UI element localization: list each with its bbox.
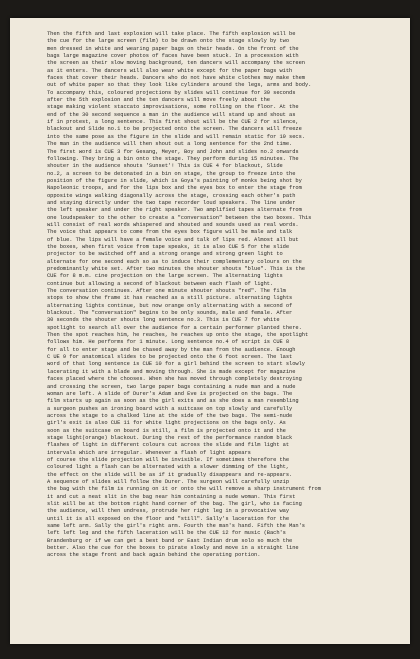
text-line: CUE for 8 m.m. cine projection on the large screen. The alternating lights	[47, 273, 283, 280]
text-line: a surgeon pushes an ironing board with a suitcase on top slowly and carefully	[47, 405, 293, 412]
text-line: coloured light a flash can be alternated with a slower dimming of the light,	[47, 464, 290, 471]
text-line: as it enters. The dancers will also wear white except for the paper bags with	[47, 67, 293, 74]
text-line: following. They bring a bin onto the stage. They perform during 15 minutes. The	[47, 155, 299, 162]
text-line: The man in the audience will then shout out a long sentence for the 2nd time.	[47, 141, 293, 148]
text-line: soon as the suitcase on board is still, a film is projected onto it and the	[47, 427, 286, 434]
text-line: for all to enter stage and be chased away by the man from the audience. Enough	[47, 346, 296, 353]
text-line: To accompany this, coloured projections by slides will continue for 30 seconds	[47, 89, 296, 96]
text-line: stage light(orange) blackout. During the rest of the performance random black	[47, 434, 293, 441]
text-line: across the stage to a chalked line at the side of the two bags. The semi-nude	[47, 412, 293, 419]
text-line: projector to be switched off and a strong orange and strong green light to	[47, 251, 283, 258]
text-line: continue but allowing a second of blackout between each flash of light.	[47, 280, 274, 287]
text-line: out of white paper so that they look like cylinders around the legs, arms and body.	[47, 82, 312, 89]
text-line: the bag with the film is running on it or onto the will remove a sharp instrument from	[47, 486, 321, 493]
text-line: Then the fifth and last explosion will take place. The fifth explosion will be	[47, 31, 296, 37]
text-line: after the 5th explosion and the ten dancers will move freely about the	[47, 97, 270, 104]
text-line: shouter in the audience shouts 'Sunset'! This is CUE 4 for blackout, Slide	[47, 163, 283, 170]
text-line: the effect on the slide will be as if it gradually disappears and re-appears.	[47, 471, 293, 478]
text-line: Brandenburg or if we can get a best band or East Indian drum solo so much the	[47, 537, 293, 544]
typescript-page	[10, 18, 410, 644]
text-line: intervals which are irregular. Whenever a flash of light appears	[47, 449, 251, 456]
text-line: stage making violent staccato improvisations, some rolling on the floor. At the	[47, 104, 299, 111]
text-line: the cue for the large screen (film) to be drawn onto the stage slowly by two	[47, 38, 290, 45]
text-line: end of the 30 second sequence a man in the audience will stand up and shout as	[47, 111, 296, 118]
text-line: the audience, will then undress, protrude her right leg in a provocative way	[47, 508, 290, 515]
text-line: The conversation continues. After one minute shouter shouts "red". The film	[47, 288, 286, 295]
text-line: of blue. The lips will have a female voice and talk of lips red. Almost all but	[47, 236, 299, 243]
text-line: spotlight to search all over the audience for a certain performer planted there.	[47, 324, 302, 331]
text-line: and staying directly under the two tape recorder loud speakers. The line under	[47, 199, 296, 206]
text-line: C UE 9 for anatomical slides to be projected onto the 6 foot screen. The last	[47, 354, 293, 361]
text-line: one loudspeaker to the other to create a "conversation" between the two boxes. This	[47, 214, 312, 221]
text-line: predominantly white set. After two minutes the shouter shouts "blue". This is the	[47, 266, 305, 272]
text-line: it and cut a neat slit in the bag near him containing a nude woman. This first	[47, 493, 296, 500]
text-line: faces placed where the chooses. When she has moved through completely destroying	[47, 376, 302, 383]
text-line: of course the slide projection will be invisible. If sometimes therefore the	[47, 456, 290, 463]
text-line: into the same pose as the figure in the slide and will remain static for 10 secs.	[47, 133, 305, 140]
text-line: across the stage front and back again behind the operating portion.	[47, 552, 261, 559]
text-line: lacerating it with a blade and moving through. She is made except for magazine	[47, 368, 296, 375]
text-line: The first word is CUE 3 for Gesang, Meyer, Boy and John and slides no.2 onwards	[47, 148, 299, 155]
text-line: if in protest, a long sentence. This first shout will be the CUE 2 for silence,	[47, 119, 299, 126]
text-line: left left leg and the fifth laceration will be the CUE 12 for music (Bach's	[47, 530, 286, 537]
text-line: word of that long sentence is CUE 10 for a girl behind the screen to start slowly	[47, 361, 305, 368]
text-line: A sequence of slides will follow the Durer. The surgeon will carefully unzip	[47, 478, 290, 485]
text-line: flashes of light in different colours cut across the slide and film light at	[47, 442, 290, 449]
text-line: the screen as their slow moving background, ten dancers will accompany the screen	[47, 60, 305, 67]
text-line: and crossing the screen, two large paper bags containing a nude man and a nude	[47, 383, 296, 390]
text-line: 30 seconds the shouter shouts long sentence no.3. This is CUE 7 for white	[47, 317, 280, 324]
text-line: bags large magazine cover photos of faces have been stuck. In a procession with	[47, 53, 299, 60]
text-line: Then the spot reaches him, he reaches, he reaches up onto the stage, the spotlight	[47, 332, 309, 339]
text-line: blackout and Slide no.1 to be projected onto the screen. The dancers will freeze	[47, 126, 302, 133]
text-line: no.2, a screen to be detonated in a bin on stage, the group to freeze into the	[47, 170, 296, 177]
typewritten-text	[47, 31, 385, 631]
text-line: woman are left. A slide of Durer's Adam and Eve is projected on the bags. The	[47, 390, 293, 397]
text-line: film starts up again as soon as the girl exits and as she does a man resembling	[47, 398, 299, 405]
text-line: same left arm. Sally the girl's right arm. Fourth the man's hand. Fifth the Man's	[47, 523, 305, 530]
text-line: men dressed in white and wearing paper bags on their heads. On the front of the	[47, 45, 299, 52]
text-line: girl's exit is also CUE 11 for white light projections on the bags only. As	[47, 420, 286, 427]
text-line: will consist of real words whispered and shouted and sounds used as real words.	[47, 221, 299, 228]
text-line: alternate for one second each so as to induce their complementary colours on the	[47, 258, 302, 265]
text-line: The voice that appears to come from the eyes box figure will be male and talk	[47, 229, 293, 236]
text-line: blackout. The "conversation" begins to be only sounds, male and female. After	[47, 310, 293, 317]
text-line: slit will be at the bottom right hand corner of the bag. The girl, who is facing	[47, 501, 302, 507]
text-line: better. Also the cue for the boxes to pirate slowly and move in a straight line	[47, 545, 299, 552]
text-line: opposite wings walking diagonally across the stage, crossing each other's path	[47, 192, 296, 199]
text-line: follows him. He performs for 1 minute. Long sentence no.4 of script is CUE 8	[47, 339, 290, 346]
text-line: alternating lights continue, but now orange only alternating with a second of	[47, 302, 293, 309]
text-line: until it is all exposed on the floor and "still". Sally's laceration for the	[47, 515, 290, 522]
text-line: stops to show the frame it has reached as a still picture. alternating lights	[47, 295, 293, 302]
text-line: the left speaker and under the right speaker. Two amplified tapes alternate from	[47, 207, 302, 214]
text-line: position of the figure in slide, which is Goya's painting of monks being shot by	[47, 177, 302, 184]
text-line: faces that cover their heads. Dancers who do not have white clothes may make them	[47, 75, 305, 82]
text-line: Napoleonic troops, and for the lips box and the eyes box to enter the stage from	[47, 185, 302, 192]
text-line: the boxes, when first voice from tape speaks, it is also CUE 5 for the slide	[47, 243, 290, 250]
